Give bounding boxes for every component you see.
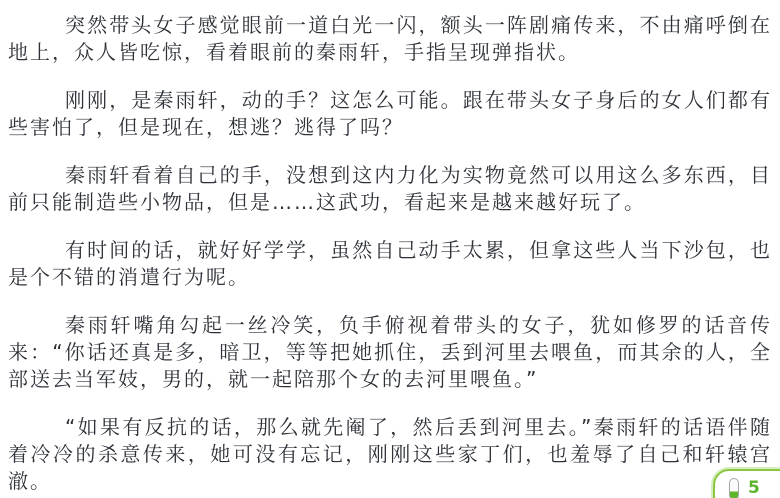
reader-float-widget[interactable] [713, 469, 780, 498]
novel-paragraph: 秦雨轩看着自己的手，没想到这内力化为实物竟然可以用这么多东西，目前只能制造些小物品，但是……这武功，看起来是越来越好玩了。 [8, 163, 772, 214]
novel-paragraph: “如果有反抗的话，那么就先阉了，然后丢到河里去。”秦雨轩的话语伴随着冷冷的杀意传来，她可没有忘记，刚刚这些家丁们，也羞辱了自己和轩辕宫澈。 [8, 415, 772, 493]
novel-paragraph: 刚刚，是秦雨轩，动的手？这怎么可能。跟在带头女子身后的女人们都有些害怕了，但是现在，想逃？逃得了吗？ [8, 88, 772, 139]
novel-paragraph: 秦雨轩嘴角勾起一丝冷笑，负手俯视着带头的女子，犹如修罗的话音传来：“你话还真是多，暗卫，等等把她抓住，丢到河里去喂鱼，而其余的人，全部送去当军妓，男的，就一起陪那个女的去河里喂鱼。” [8, 313, 772, 391]
novel-paragraph: 突然带头女子感觉眼前一道白光一闪，额头一阵剧痛传来，不由痛呼倒在地上，众人皆吃惊，看着眼前的秦雨轩，手指呈现弹指状。 [8, 13, 772, 64]
novel-paragraph: 有时间的话，就好好学学，虽然自己动手太累，但拿这些人当下沙包，也是个不错的消遣行为呢。 [8, 238, 772, 289]
widget-value: 5 [748, 478, 760, 498]
slider-thumb-icon [729, 478, 739, 498]
